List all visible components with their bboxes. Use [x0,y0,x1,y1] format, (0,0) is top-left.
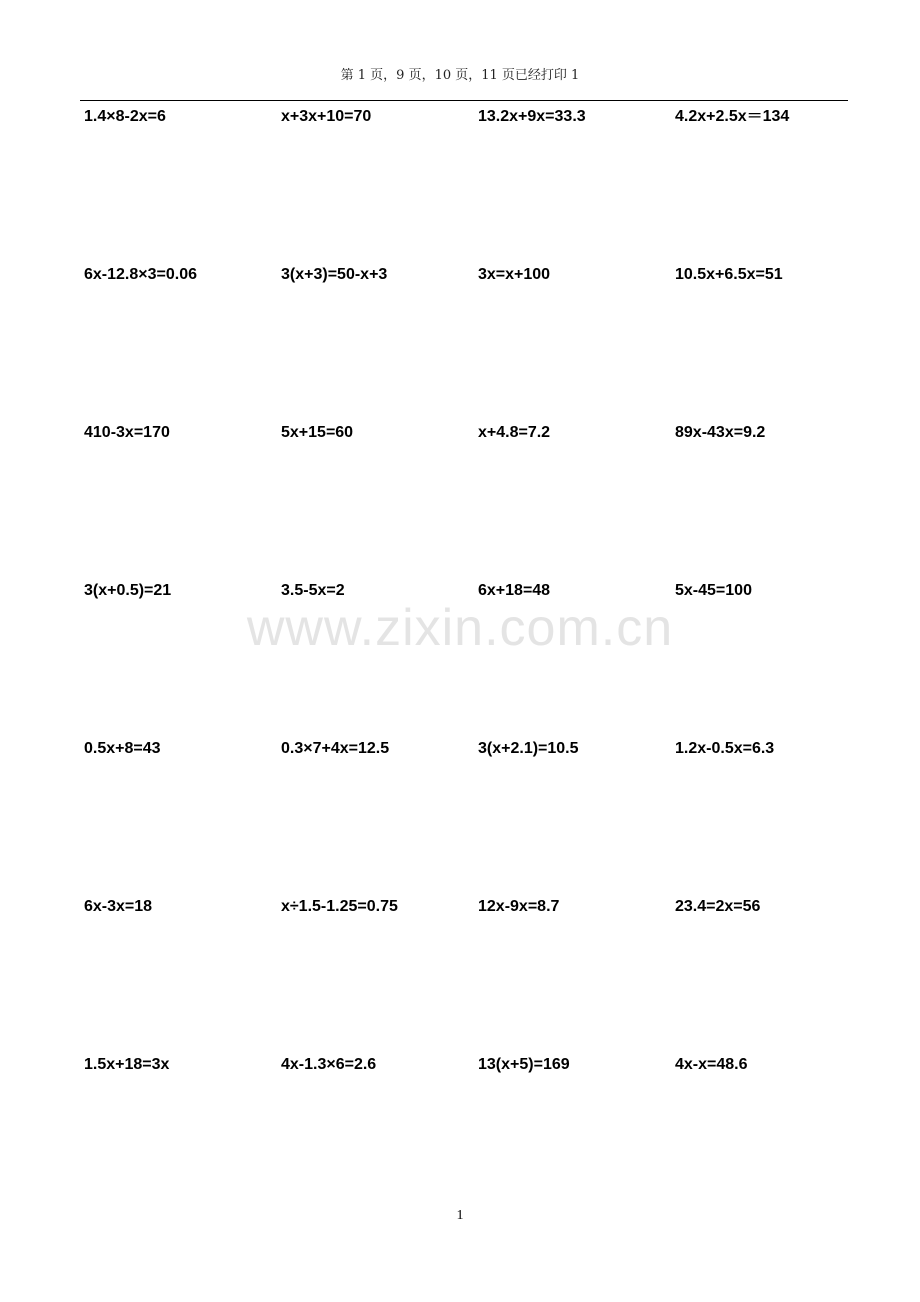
page-number: 1 [456,1208,464,1223]
equation: 5x-45=100 [675,582,752,599]
equation: 13(x+5)=169 [478,1056,570,1073]
equation: 4x-x=48.6 [675,1056,748,1073]
equation: 0.3×7+4x=12.5 [281,740,390,757]
equation: 410-3x=170 [84,424,170,441]
header-divider [80,100,848,101]
page-header: 第 1 页，9 页，10 页，11 页已经打印 1 [340,68,580,83]
equation: 3.5-5x=2 [281,582,345,599]
equation: 12x-9x=8.7 [478,898,560,915]
equation: 4x-1.3×6=2.6 [281,1056,377,1073]
equation: 6x-3x=18 [84,898,153,915]
equation: 3(x+3)=50-x+3 [281,266,388,283]
equation: 3(x+0.5)=21 [84,582,172,599]
equation: 1.5x+18=3x [84,1056,170,1073]
equation: x+3x+10=70 [281,108,372,125]
equation: 13.2x+9x=33.3 [478,108,586,125]
equation: 0.5x+8=43 [84,740,161,757]
equation-grid [84,106,874,1212]
equation: 10.5x+6.5x=51 [675,266,783,283]
equation: 1.2x-0.5x=6.3 [675,740,775,757]
equation: 6x-12.8×3=0.06 [84,266,197,283]
equation: 4.2x+2.5x＝134 [675,108,790,125]
equation: 23.4=2x=56 [675,898,761,915]
equation: 3x=x+100 [478,266,551,283]
equation: x÷1.5-1.25=0.75 [281,898,398,915]
equation: 3(x+2.1)=10.5 [478,740,579,757]
equation: 1.4×8-2x=6 [84,108,166,125]
equation: x+4.8=7.2 [478,424,551,441]
equation: 6x+18=48 [478,582,551,599]
equation: 5x+15=60 [281,424,354,441]
equation: 89x-43x=9.2 [675,424,766,441]
watermark: www.zixin.com.cn [246,599,674,657]
